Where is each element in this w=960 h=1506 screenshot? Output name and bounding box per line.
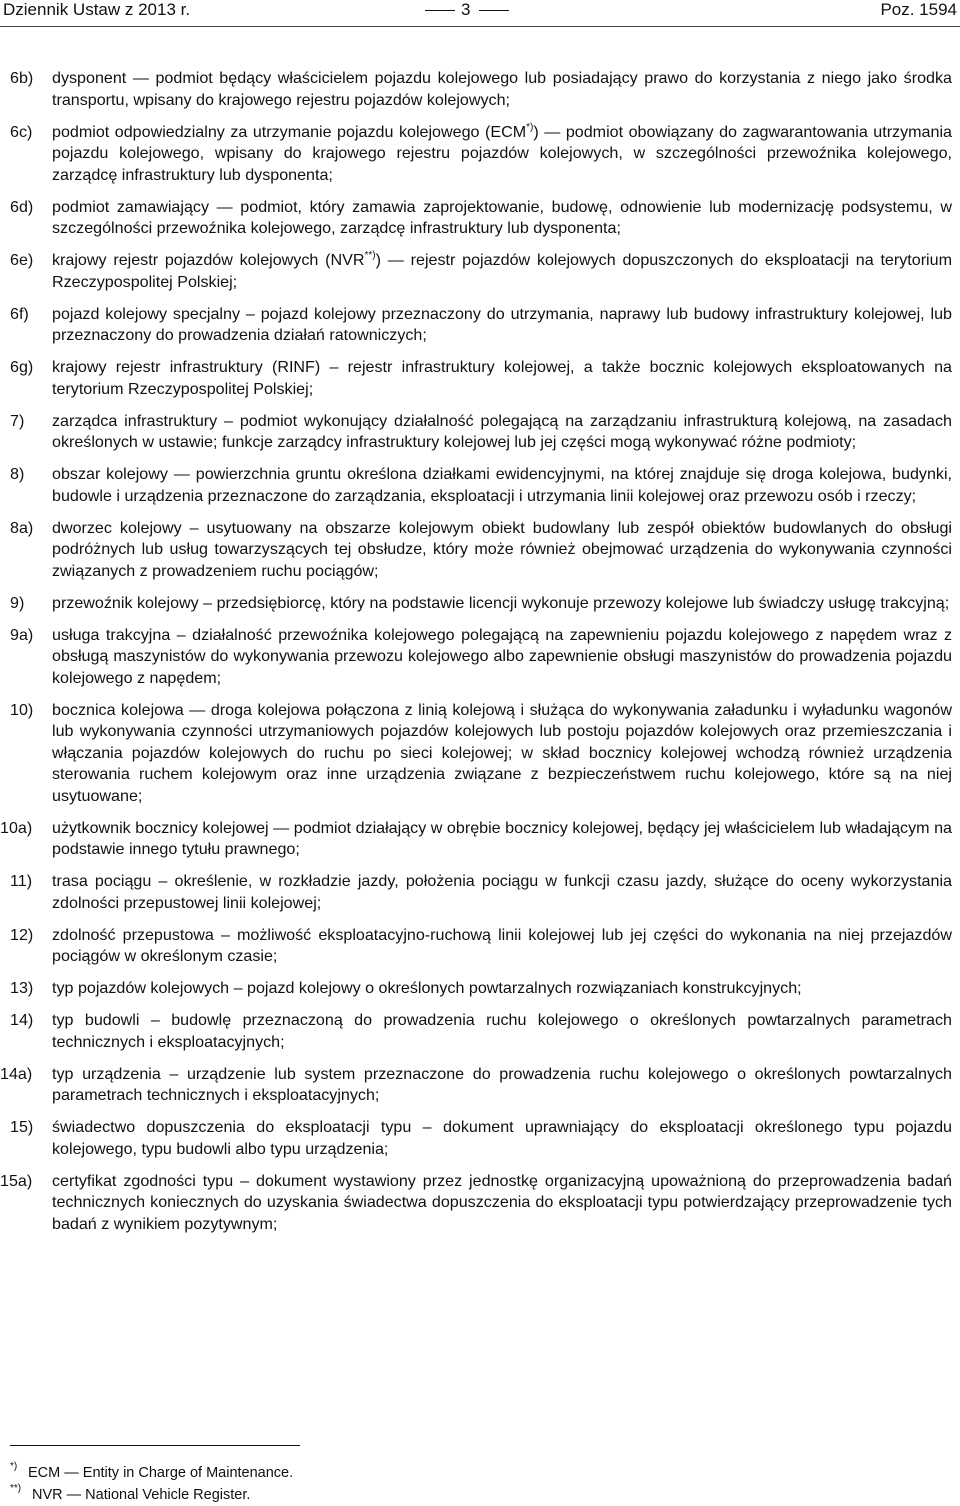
footnote-text: NVR — National Vehicle Register. (32, 1487, 251, 1503)
item-number: 9a) (10, 625, 34, 644)
item-text: dworzec kolejowy – usytuowany na obszarze kolejowym obiekt budowlany lub zespół obiektów budowlanych do obsługi podróżnych lub usług towarzyszących tej obsłudze, który może również obejmować urządzenia do wykonywania czynności związanych z prowadzeniem ruchu pociągów; (52, 518, 952, 580)
definition-6g (0, 357, 952, 400)
item-number: 6f) (10, 304, 29, 323)
item-text: świadectwo dopuszczenia do eksploatacji typu – dokument uprawniający do eksploatacji określonego typu pojazdu kolejowego, typu budowli albo typu urządzenia; (52, 1118, 952, 1158)
footnote-ecm (10, 1462, 293, 1484)
definition-8 (0, 464, 952, 507)
item-text: typ budowli – budowlę przeznaczoną do prowadzenia ruchu kolejowego o określonych powtarzalnych parametrach technicznych i eksploatacyjnych; (52, 1011, 952, 1051)
footnote-mark: **) (10, 1483, 22, 1494)
item-text: dysponent — podmiot będący właścicielem pojazdu kolejowego lub posiadający prawo do korzystania z niego jako środka transportu, wpisany do krajowego rejestru pojazdów kolejowych; (52, 69, 952, 109)
item-number: 8a) (10, 518, 34, 537)
definition-6c (0, 122, 952, 187)
item-number: 6c) (10, 122, 33, 141)
item-number: 9) (10, 593, 25, 612)
position-number: Poz. 1594 (880, 0, 957, 19)
footnote-text: ECM — Entity in Charge of Maintenance. (28, 1465, 294, 1481)
definition-7 (0, 411, 952, 454)
definition-8a (0, 518, 952, 583)
item-text: typ urządzenia – urządzenie lub system przeznaczone do prowadzenia ruchu kolejowego o określonych powtarzalnych parametrach technicznych i eksploatacyjnych; (52, 1064, 952, 1104)
definition-13 (0, 978, 952, 1000)
item-text: bocznica kolejowa — droga kolejowa połączona z linią kolejową i służąca do wykonywania załadunku i wyładunku wagonów lub wykonywania czynności utrzymaniowych pojazdów kolejowych lub postoju pojazdów kolejowych oraz przemieszczania i włączania pojazdów kolejowych do ruchu po sieci kolejowej; w skład bocznicy kolejowej wchodzą również urządzenia sterowania ruchem kolejowym oraz inne urządzenia związane z bezpieczeństwem ruchu kolejowego, które są na niej usytuowane; (52, 700, 952, 805)
item-text: podmiot zamawiający — podmiot, który zamawia zaprojektowanie, budowę, odnowienie lub modernizację podsystemu, w szczególności przewoźnika kolejowego, zarządcę infrastruktury lub dysponenta; (52, 197, 952, 237)
definition-6e (0, 250, 952, 293)
definitions-list (0, 68, 952, 1240)
item-text: krajowy rejestr pojazdów kolejowych (NVR (52, 251, 365, 269)
item-number: 6d) (10, 197, 34, 216)
definition-6d (0, 197, 952, 240)
footnote-ref: *) (526, 121, 534, 133)
definition-6b (0, 68, 952, 111)
definition-9a (0, 625, 952, 690)
item-number: 11) (10, 872, 33, 890)
item-text: pojazd kolejowy specjalny – pojazd kolejowy przeznaczony do utrzymania, naprawy lub budowy infrastruktury kolejowej, lub przeznaczony do prowadzenia działań ratowniczych; (52, 304, 952, 344)
definition-12 (0, 925, 952, 968)
footnote-ref: **) (364, 250, 376, 261)
item-number: 6e) (10, 251, 34, 269)
footnote-mark: *) (10, 1461, 18, 1472)
item-number: 7) (10, 411, 25, 430)
item-text: ) — podmiot obowiązany do zagwarantowania utrzymania pojazdu kolejowego, wpisany do krajowego rejestru pojazdów kolejowych, w szczególności przewoźnika kolejowego, zarządcę infrastruktury lub dysponenta; (52, 122, 952, 184)
item-number: 6b) (10, 69, 34, 87)
footnote-nvr (10, 1484, 293, 1506)
item-number: 15a) (0, 1171, 33, 1190)
item-text: certyfikat zgodności typu – dokument wystawiony przez jednostkę organizacyjną upoważnioną do przeprowadzenia badań technicznych koniecznych do uzyskania świadectwa dopuszczenia do eksploatacji typu potwierdzający przeprowadzenie tych badań z wynikiem pozytywnym; (52, 1171, 952, 1233)
item-text: użytkownik bocznicy kolejowej — podmiot działający w obrębie bocznicy kolejowej, będący jej właścicielem lub władającym na podstawie innego tytułu prawnego; (52, 818, 952, 858)
item-text: ) — rejestr pojazdów kolejowych dopuszczonych do eksploatacji na terytorium Rzeczypospolitej Polskiej; (52, 251, 952, 291)
item-number: 10) (10, 700, 34, 719)
item-text: trasa pociągu – określenie, w rozkładzie jazdy, położenia pociągu w funkcji czasu jazdy, służące do oceny wykorzystania zdolności przepustowej linii kolejowej; (52, 872, 952, 912)
item-number: 8) (10, 465, 25, 483)
page-header (0, 0, 960, 26)
item-text: przewoźnik kolejowy – przedsiębiorcę, który na podstawie licencji wykonuje przewozy kolejowe lub świadczy usługę trakcyjną; (52, 593, 950, 612)
item-number: 14a) (0, 1064, 33, 1083)
definition-10a (0, 818, 952, 861)
item-text: podmiot odpowiedzialny za utrzymanie pojazdu kolejowego (ECM (52, 122, 527, 141)
item-text: typ pojazdów kolejowych – pojazd kolejowy o określonych powtarzalnych rozwiązaniach konstrukcyjnych; (52, 979, 802, 997)
footnotes (10, 1462, 293, 1506)
header-rule (0, 26, 960, 27)
definition-10 (0, 700, 952, 808)
page-number: 3 (461, 0, 471, 19)
item-text: zdolność przepustowa – możliwość eksploatacyjno-ruchową linii kolejowej lub jej części do wykonania na niej przejazdów pociągów w określonym czasie; (52, 925, 952, 965)
item-number: 14) (10, 1011, 34, 1029)
item-number: 10a) (0, 818, 33, 837)
item-number: 12) (10, 925, 34, 944)
item-number: 13) (10, 979, 34, 997)
item-number: 15) (10, 1118, 34, 1136)
definition-14 (0, 1010, 952, 1053)
definition-14a (0, 1064, 952, 1107)
definition-6f (0, 304, 952, 347)
footnote-rule (10, 1445, 300, 1446)
definition-9 (0, 593, 952, 615)
definition-15 (0, 1117, 952, 1160)
item-text: zarządca infrastruktury – podmiot wykonujący działalność polegającą na zarządzaniu infrastrukturą kolejową, na zasadach określonych w ustawie; funkcje zarządcy infrastruktury kolejowej lub jej części mogą wykonywać różne podmioty; (52, 411, 952, 451)
item-text: krajowy rejestr infrastruktury (RINF) – rejestr infrastruktury kolejowej, a także bocznic kolejowych eksploatowanych na terytorium Rzeczypospolitej Polskiej; (52, 358, 952, 398)
definition-15a (0, 1171, 952, 1236)
item-text: obszar kolejowy — powierzchnia gruntu określona działkami ewidencyjnymi, na której znajduje się droga kolejowa, budynki, budowle i urządzenia przeznaczone do zarządzania, eksploatacji i utrzymania linii kolejowej oraz przewozu osób i rzeczy; (52, 465, 952, 505)
item-number: 6g) (10, 358, 34, 376)
journal-title: Dziennik Ustaw z 2013 r. (3, 0, 191, 19)
item-text: usługa trakcyjna – działalność przewoźnika kolejowego polegającą na zapewnieniu pojazdu kolejowego z napędem wraz z obsługą maszynistów do wykonywania przewozu kolejowego albo zapewnienie obsługi maszynistów do prowadzenia pojazdu kolejowego z napędem; (52, 625, 952, 687)
definition-11 (0, 871, 952, 914)
